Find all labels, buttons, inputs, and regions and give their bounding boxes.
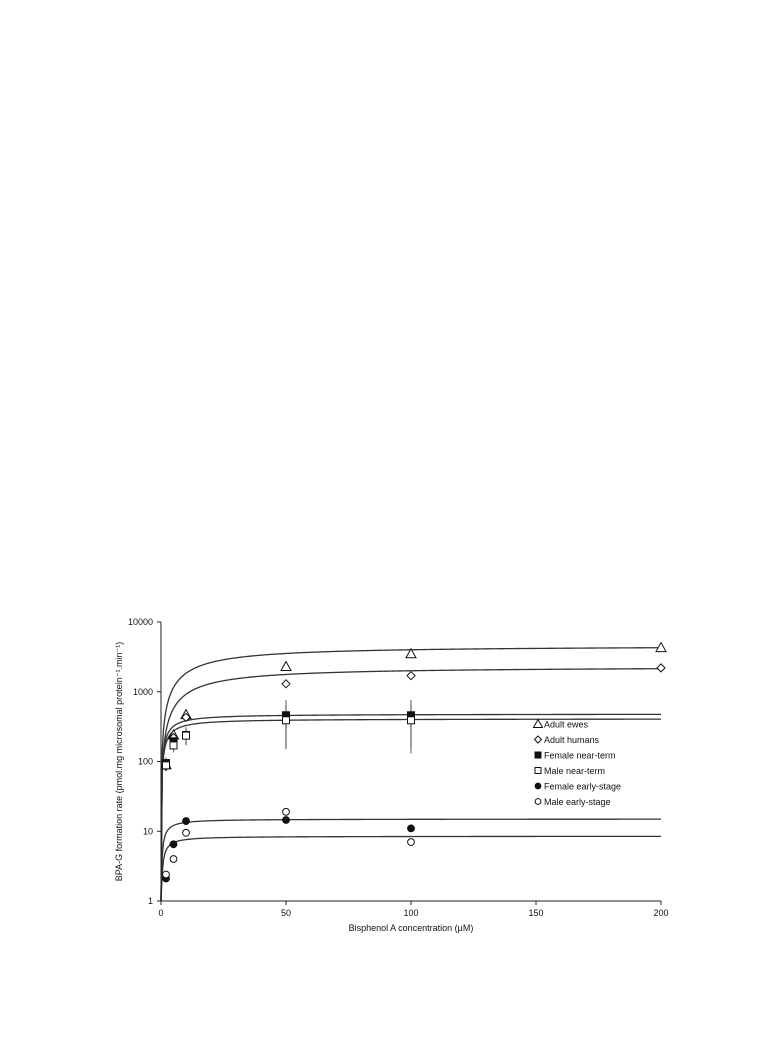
legend-label: Adult ewes — [544, 719, 589, 730]
data-point — [656, 643, 666, 652]
y-axis-ticks — [128, 617, 161, 906]
data-point — [535, 736, 542, 743]
y-tick-label: 1000 — [132, 686, 153, 697]
data-point — [535, 799, 541, 805]
x-axis-ticks — [158, 901, 668, 918]
x-tick-label: 100 — [403, 908, 419, 918]
data-point — [183, 829, 190, 836]
legend-label: Female near-term — [544, 750, 616, 761]
legend-label: Male early-stage — [544, 797, 611, 807]
data-point — [183, 818, 190, 825]
y-tick-label: 10000 — [127, 617, 153, 627]
data-point — [183, 732, 190, 739]
data-point — [657, 664, 665, 672]
data-point — [283, 717, 290, 724]
legend-label: Male near-term — [544, 766, 606, 776]
data-point — [408, 839, 415, 846]
data-point — [170, 856, 177, 863]
data-point — [283, 817, 290, 824]
data-point — [408, 717, 415, 724]
fitted-curve — [161, 836, 661, 901]
x-tick-label: 200 — [653, 908, 669, 918]
legend-label: Adult humans — [544, 735, 600, 745]
data-point — [535, 768, 541, 774]
data-point — [407, 672, 415, 680]
y-tick-label: 100 — [137, 756, 153, 767]
data-point — [408, 825, 415, 832]
legend — [534, 720, 622, 808]
data-point — [535, 752, 541, 758]
data-point — [170, 742, 177, 749]
data-point — [170, 841, 177, 848]
y-tick-label: 1 — [147, 896, 153, 906]
error-bars — [166, 700, 411, 771]
data-point — [534, 720, 543, 728]
legend-label: Female early-stage — [544, 781, 622, 792]
data-point — [535, 783, 541, 789]
x-tick-label: 0 — [158, 908, 164, 918]
data-point — [163, 762, 170, 769]
data-point — [282, 680, 290, 688]
y-tick-label: 10 — [142, 826, 153, 837]
data-point — [283, 808, 290, 815]
x-axis-label: Bisphenol A concentration (µM) — [348, 923, 474, 933]
x-tick-label: 50 — [280, 908, 292, 918]
y-axis-label: BPA-G formation rate (pmol.mg microsomal protein⁻¹.min⁻¹) — [114, 641, 124, 882]
data-point — [163, 871, 170, 878]
x-tick-label: 150 — [528, 908, 544, 918]
data-point — [281, 662, 291, 671]
